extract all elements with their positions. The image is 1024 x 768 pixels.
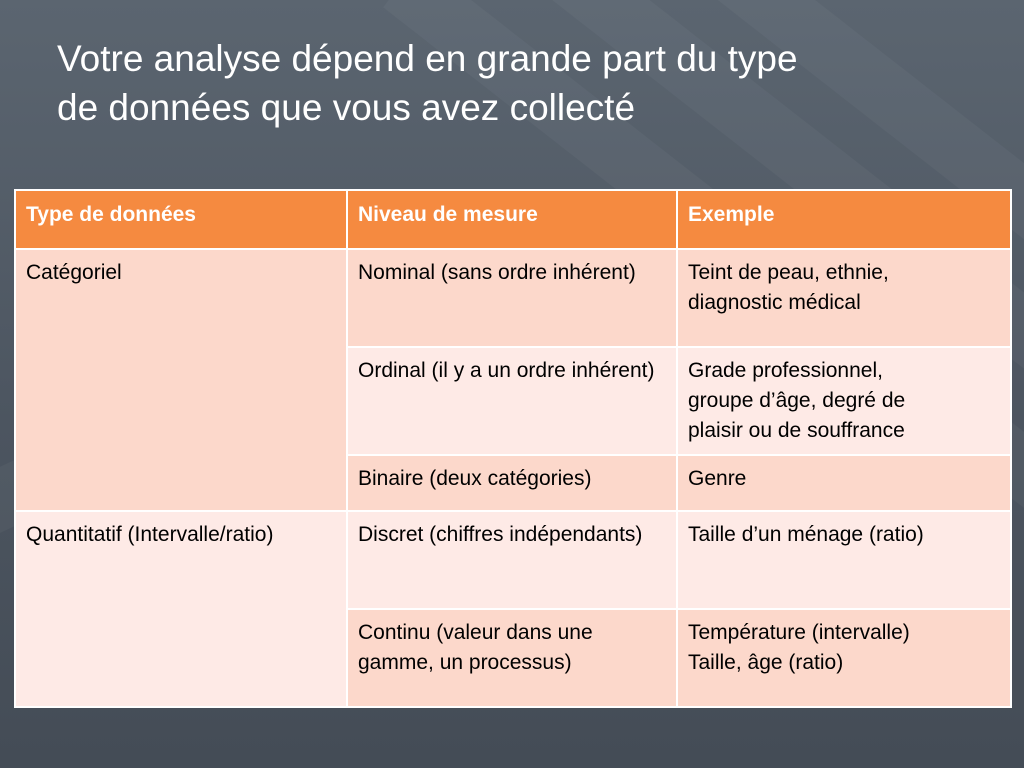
header-example: Exemple bbox=[677, 190, 1011, 249]
example-line: groupe d’âge, degré de bbox=[688, 389, 906, 412]
example-line: diagnostic médical bbox=[688, 291, 861, 314]
example-line: Teint de peau, ethnie, bbox=[688, 261, 889, 284]
level-ordinal: Ordinal (il y a un ordre inhérent) bbox=[347, 347, 677, 455]
example-continuous bbox=[677, 609, 1011, 707]
example-binary bbox=[677, 455, 1011, 511]
table-header-row bbox=[15, 190, 1011, 249]
type-quantitative: Quantitatif (Intervalle/ratio) bbox=[15, 511, 347, 707]
table-row bbox=[15, 249, 1011, 347]
example-ordinal bbox=[677, 347, 1011, 455]
header-type: Type de données bbox=[15, 190, 347, 249]
example-line: Taille, âge (ratio) bbox=[688, 651, 844, 674]
header-level: Niveau de mesure bbox=[347, 190, 677, 249]
table-row bbox=[15, 511, 1011, 609]
example-nominal bbox=[677, 249, 1011, 347]
example-line: Température (intervalle) bbox=[688, 621, 910, 644]
example-line: plaisir ou de souffrance bbox=[688, 419, 905, 442]
type-categorical: Catégoriel bbox=[15, 249, 347, 511]
slide-title-line-1: Votre analyse dépend en grande part du type bbox=[57, 38, 798, 79]
level-discrete: Discret (chiffres indépendants) bbox=[347, 511, 677, 609]
level-binary: Binaire (deux catégories) bbox=[347, 455, 677, 511]
example-line: Taille d’un ménage (ratio) bbox=[688, 523, 924, 546]
example-line: Genre bbox=[688, 467, 747, 490]
example-discrete bbox=[677, 511, 1011, 609]
slide-title bbox=[57, 34, 987, 132]
example-line: Grade professionnel, bbox=[688, 359, 883, 382]
slide-title-line-2: de données que vous avez collecté bbox=[57, 87, 636, 128]
data-types-table bbox=[14, 189, 1012, 708]
level-continuous: Continu (valeur dans une gamme, un processus) bbox=[347, 609, 677, 707]
level-nominal: Nominal (sans ordre inhérent) bbox=[347, 249, 677, 347]
